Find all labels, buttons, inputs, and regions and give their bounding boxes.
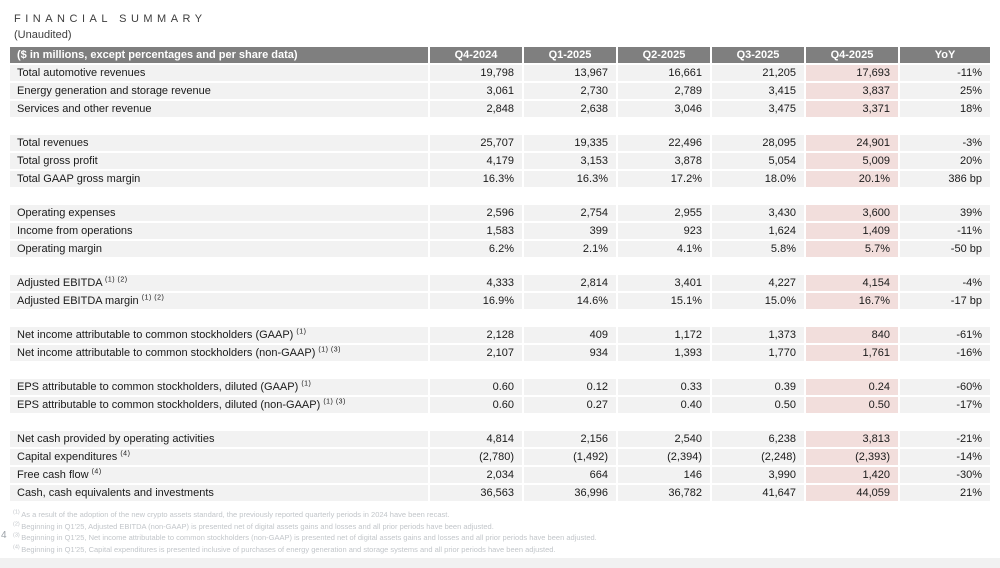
table-row bbox=[10, 467, 990, 483]
value-cell: 3,153 bbox=[522, 153, 616, 169]
value-cell: 25,707 bbox=[428, 135, 522, 151]
value-cell: 19,335 bbox=[522, 135, 616, 151]
table-row bbox=[10, 449, 990, 465]
row-label: Cash, cash equivalents and investments bbox=[10, 485, 428, 501]
value-cell: 3,878 bbox=[616, 153, 710, 169]
value-cell: 18% bbox=[898, 101, 990, 117]
table-row bbox=[10, 65, 990, 81]
value-cell: 16.3% bbox=[428, 171, 522, 187]
value-cell: 16,661 bbox=[616, 65, 710, 81]
table-row bbox=[10, 327, 990, 343]
value-cell: 3,371 bbox=[804, 101, 898, 117]
table-row bbox=[10, 83, 990, 99]
table-row bbox=[10, 171, 990, 187]
value-cell: 840 bbox=[804, 327, 898, 343]
value-cell: 409 bbox=[522, 327, 616, 343]
value-cell: 16.9% bbox=[428, 293, 522, 309]
value-cell: 4,814 bbox=[428, 431, 522, 447]
footnotes bbox=[13, 509, 988, 555]
table-row bbox=[10, 205, 990, 221]
table-row bbox=[10, 275, 990, 291]
value-cell: 14.6% bbox=[522, 293, 616, 309]
row-label: Operating expenses bbox=[10, 205, 428, 221]
table-row bbox=[10, 223, 990, 239]
value-cell: 19,798 bbox=[428, 65, 522, 81]
value-cell: 2,156 bbox=[522, 431, 616, 447]
section-spacer bbox=[10, 415, 990, 431]
value-cell: 2,596 bbox=[428, 205, 522, 221]
value-cell: 2.1% bbox=[522, 241, 616, 257]
value-cell: 21,205 bbox=[710, 65, 804, 81]
footnote-marker: (4) bbox=[13, 544, 22, 551]
value-cell: 18.0% bbox=[710, 171, 804, 187]
row-label: Adjusted EBITDA $^{(1) (2)}$ bbox=[10, 275, 428, 291]
section-spacer bbox=[10, 189, 990, 205]
value-cell: 6,238 bbox=[710, 431, 804, 447]
value-cell: 3,061 bbox=[428, 83, 522, 99]
table-row bbox=[10, 397, 990, 413]
value-cell: 2,955 bbox=[616, 205, 710, 221]
value-cell: 21% bbox=[898, 485, 990, 501]
footnote-reference: (1) (3) bbox=[323, 398, 346, 406]
table-row bbox=[10, 379, 990, 395]
value-cell: -17% bbox=[898, 397, 990, 413]
value-cell: 28,095 bbox=[710, 135, 804, 151]
value-cell: 44,059 bbox=[804, 485, 898, 501]
value-cell: 4.1% bbox=[616, 241, 710, 257]
value-cell: 0.39 bbox=[710, 379, 804, 395]
value-cell: 1,373 bbox=[710, 327, 804, 343]
value-cell: -16% bbox=[898, 345, 990, 361]
value-cell: 36,996 bbox=[522, 485, 616, 501]
value-cell: 0.40 bbox=[616, 397, 710, 413]
row-label: Net income attributable to common stockholders (GAAP) $^{(1)}$ bbox=[10, 327, 428, 343]
value-cell: 15.1% bbox=[616, 293, 710, 309]
value-cell: 5.8% bbox=[710, 241, 804, 257]
value-cell: 2,730 bbox=[522, 83, 616, 99]
value-cell: 39% bbox=[898, 205, 990, 221]
row-label: Adjusted EBITDA margin $^{(1) (2)}$ bbox=[10, 293, 428, 309]
value-cell: 0.27 bbox=[522, 397, 616, 413]
row-label: Capital expenditures $^{(4)}$ bbox=[10, 449, 428, 465]
value-cell: 3,837 bbox=[804, 83, 898, 99]
value-cell: 5,009 bbox=[804, 153, 898, 169]
value-cell: 5.7% bbox=[804, 241, 898, 257]
value-cell: -4% bbox=[898, 275, 990, 291]
value-cell: 17,693 bbox=[804, 65, 898, 81]
value-cell: 4,333 bbox=[428, 275, 522, 291]
row-label: Total gross profit bbox=[10, 153, 428, 169]
value-cell: 923 bbox=[616, 223, 710, 239]
footnote-line: $^{(1)}$ As a result of the adoption of the new crypto assets standard, the previously reported quarterly periods in 2024 have been recast. bbox=[13, 509, 450, 519]
value-cell: 3,813 bbox=[804, 431, 898, 447]
footnote-reference: (4) bbox=[91, 468, 102, 476]
financial-summary-table bbox=[10, 47, 990, 503]
value-cell: 3,990 bbox=[710, 467, 804, 483]
footnote-marker: (2) bbox=[13, 521, 22, 528]
footnote-reference: (1) (3) bbox=[318, 346, 341, 354]
page-subtitle: (Unaudited) bbox=[14, 29, 72, 41]
value-cell: 2,789 bbox=[616, 83, 710, 99]
value-cell: 2,540 bbox=[616, 431, 710, 447]
value-cell: 1,172 bbox=[616, 327, 710, 343]
value-cell: 0.24 bbox=[804, 379, 898, 395]
row-label: EPS attributable to common stockholders, diluted (GAAP) $^{(1)}$ bbox=[10, 379, 428, 395]
value-cell: 0.12 bbox=[522, 379, 616, 395]
row-label: Net cash provided by operating activities bbox=[10, 431, 428, 447]
value-cell: 3,475 bbox=[710, 101, 804, 117]
row-label: Services and other revenue bbox=[10, 101, 428, 117]
value-cell: -11% bbox=[898, 65, 990, 81]
value-cell: (2,393) bbox=[804, 449, 898, 465]
table-row bbox=[10, 485, 990, 501]
value-cell: 16.7% bbox=[804, 293, 898, 309]
table-row bbox=[10, 345, 990, 361]
footnote-marker: (3) bbox=[13, 532, 22, 539]
value-cell: 3,401 bbox=[616, 275, 710, 291]
value-cell: 3,430 bbox=[710, 205, 804, 221]
value-cell: 4,179 bbox=[428, 153, 522, 169]
value-cell: 22,496 bbox=[616, 135, 710, 151]
page-title: FINANCIAL SUMMARY bbox=[14, 13, 207, 25]
table-row bbox=[10, 101, 990, 117]
value-cell: 4,154 bbox=[804, 275, 898, 291]
table-row bbox=[10, 153, 990, 169]
value-cell: 2,034 bbox=[428, 467, 522, 483]
table-row bbox=[10, 293, 990, 309]
value-cell: (2,780) bbox=[428, 449, 522, 465]
footnote-marker: (1) bbox=[13, 509, 22, 516]
footnote-reference: (1) bbox=[296, 328, 307, 336]
value-cell: 0.60 bbox=[428, 397, 522, 413]
footnote-line: $^{(2)}$ Beginning in Q1'25, Adjusted EBITDA (non-GAAP) is presented net of digital assets gains and losses and all prior periods have been adjusted. bbox=[13, 521, 494, 531]
value-cell: 2,638 bbox=[522, 101, 616, 117]
bottom-page-edge bbox=[0, 558, 1000, 568]
footnote-reference: (4) bbox=[120, 450, 131, 458]
value-cell: 3,046 bbox=[616, 101, 710, 117]
value-cell: 3,600 bbox=[804, 205, 898, 221]
section-spacer bbox=[10, 119, 990, 135]
row-label: Total GAAP gross margin bbox=[10, 171, 428, 187]
value-cell: 2,754 bbox=[522, 205, 616, 221]
column-header-q4-2024: Q4-2024 bbox=[428, 47, 522, 63]
footnote-line: $^{(4)}$ Beginning in Q1'25, Capital expenditures is presented inclusive of purchases of energy generation and storage systems and all prior periods have been adjusted. bbox=[13, 544, 556, 554]
column-header-q4-2025: Q4-2025 bbox=[804, 47, 898, 63]
footnote-reference: (1) (2) bbox=[141, 294, 165, 302]
value-cell: 16.3% bbox=[522, 171, 616, 187]
value-cell: -30% bbox=[898, 467, 990, 483]
value-cell: 20.1% bbox=[804, 171, 898, 187]
table-corner-label: ($ in millions, except percentages and per share data) bbox=[10, 47, 428, 63]
row-label: Income from operations bbox=[10, 223, 428, 239]
value-cell: (2,248) bbox=[710, 449, 804, 465]
value-cell: 2,107 bbox=[428, 345, 522, 361]
value-cell: 36,563 bbox=[428, 485, 522, 501]
value-cell: 4,227 bbox=[710, 275, 804, 291]
value-cell: 2,128 bbox=[428, 327, 522, 343]
table-row bbox=[10, 241, 990, 257]
value-cell: 15.0% bbox=[710, 293, 804, 309]
value-cell: -17 bp bbox=[898, 293, 990, 309]
value-cell: 1,393 bbox=[616, 345, 710, 361]
value-cell: 25% bbox=[898, 83, 990, 99]
table-header-row bbox=[10, 47, 990, 63]
value-cell: 41,647 bbox=[710, 485, 804, 501]
value-cell: -14% bbox=[898, 449, 990, 465]
value-cell: 2,814 bbox=[522, 275, 616, 291]
value-cell: 1,761 bbox=[804, 345, 898, 361]
value-cell: -3% bbox=[898, 135, 990, 151]
column-header-yoy: YoY bbox=[898, 47, 990, 63]
value-cell: (2,394) bbox=[616, 449, 710, 465]
value-cell: 2,848 bbox=[428, 101, 522, 117]
row-label: Total revenues bbox=[10, 135, 428, 151]
value-cell: 0.33 bbox=[616, 379, 710, 395]
footnote-line: $^{(3)}$ Beginning in Q1'25, Net income attributable to common stockholders (non-GAAP) is presented net of digital assets gains and losses and all prior periods have been adjusted. bbox=[13, 532, 597, 543]
value-cell: 0.50 bbox=[710, 397, 804, 413]
column-header-q3-2025: Q3-2025 bbox=[710, 47, 804, 63]
value-cell: 20% bbox=[898, 153, 990, 169]
value-cell: 0.50 bbox=[804, 397, 898, 413]
column-header-q2-2025: Q2-2025 bbox=[616, 47, 710, 63]
value-cell: 24,901 bbox=[804, 135, 898, 151]
value-cell: 1,770 bbox=[710, 345, 804, 361]
value-cell: 13,967 bbox=[522, 65, 616, 81]
value-cell: -60% bbox=[898, 379, 990, 395]
value-cell: 36,782 bbox=[616, 485, 710, 501]
value-cell: 0.60 bbox=[428, 379, 522, 395]
value-cell: -21% bbox=[898, 431, 990, 447]
value-cell: (1,492) bbox=[522, 449, 616, 465]
value-cell: -61% bbox=[898, 327, 990, 343]
value-cell: 146 bbox=[616, 467, 710, 483]
column-header-q1-2025: Q1-2025 bbox=[522, 47, 616, 63]
value-cell: 1,420 bbox=[804, 467, 898, 483]
row-label: Free cash flow $^{(4)}$ bbox=[10, 467, 428, 483]
value-cell: 664 bbox=[522, 467, 616, 483]
value-cell: 1,624 bbox=[710, 223, 804, 239]
table-row bbox=[10, 135, 990, 151]
value-cell: 399 bbox=[522, 223, 616, 239]
value-cell: 3,415 bbox=[710, 83, 804, 99]
value-cell: 386 bp bbox=[898, 171, 990, 187]
value-cell: -50 bp bbox=[898, 241, 990, 257]
row-label: Net income attributable to common stockholders (non-GAAP) $^{(1) (3)}$ bbox=[10, 345, 428, 361]
value-cell: 1,583 bbox=[428, 223, 522, 239]
value-cell: 5,054 bbox=[710, 153, 804, 169]
value-cell: 1,409 bbox=[804, 223, 898, 239]
row-label: EPS attributable to common stockholders, diluted (non-GAAP) $^{(1) (3)}$ bbox=[10, 397, 428, 413]
section-spacer bbox=[10, 363, 990, 379]
value-cell: 934 bbox=[522, 345, 616, 361]
section-spacer bbox=[10, 259, 990, 275]
footnote-reference: (1) (2) bbox=[105, 276, 128, 284]
value-cell: 17.2% bbox=[616, 171, 710, 187]
footnote-reference: (1) bbox=[301, 380, 312, 388]
table-row bbox=[10, 431, 990, 447]
row-label: Total automotive revenues bbox=[10, 65, 428, 81]
row-label: Energy generation and storage revenue bbox=[10, 83, 428, 99]
value-cell: -11% bbox=[898, 223, 990, 239]
value-cell: 6.2% bbox=[428, 241, 522, 257]
row-label: Operating margin bbox=[10, 241, 428, 257]
page-number: 4 bbox=[1, 530, 7, 541]
section-spacer bbox=[10, 311, 990, 327]
